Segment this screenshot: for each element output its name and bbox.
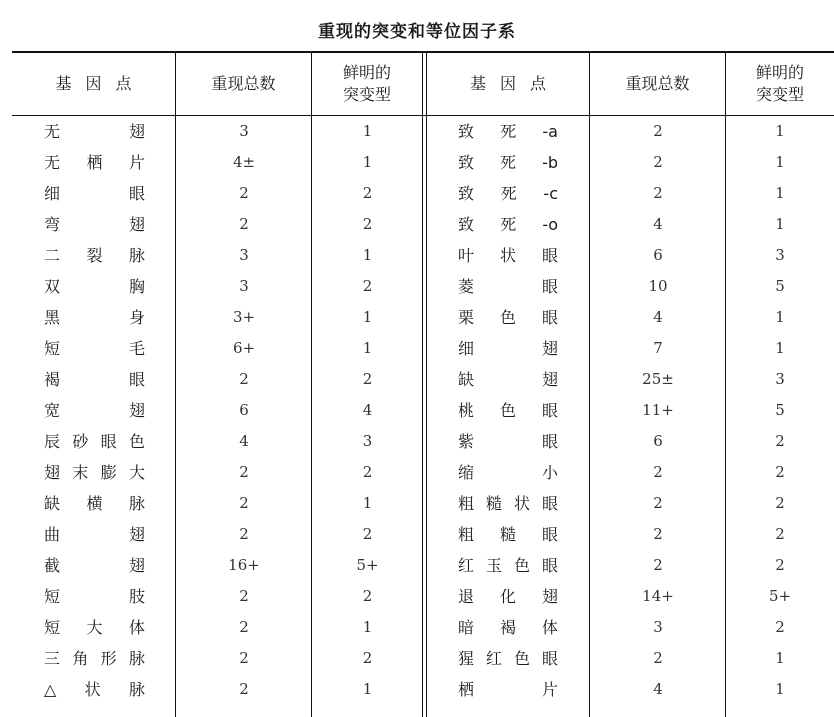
distinct-mutants: 1 — [775, 122, 785, 140]
locus-name: 菱眼 — [458, 277, 558, 296]
distinct-mutants: 2 — [362, 649, 373, 667]
table-title: 重现的突变和等位因子系 — [318, 22, 516, 42]
table-row — [0, 116, 834, 147]
recurrence-total: 2 — [239, 680, 249, 698]
distinct-mutants: 2 — [362, 370, 373, 388]
locus-name: 致死-o — [458, 215, 558, 234]
table-row — [0, 488, 834, 519]
locus-name: 双胸 — [44, 277, 145, 296]
recurrence-total: 16+ — [228, 556, 260, 574]
table-row — [0, 550, 834, 581]
recurrence-total: 10 — [648, 277, 668, 295]
recurrence-total: 4± — [232, 153, 256, 171]
locus-name: 辰砂眼色 — [44, 432, 145, 451]
distinct-mutants: 1 — [362, 246, 373, 264]
table-row — [0, 271, 834, 302]
recurrence-total: 3 — [239, 277, 249, 295]
recurrence-total: 2 — [239, 463, 249, 481]
distinct-mutants: 2 — [362, 463, 373, 481]
distinct-mutants: 1 — [775, 153, 785, 171]
recurrence-total: 2 — [653, 122, 663, 140]
recurrence-total: 6 — [653, 246, 663, 264]
recurrence-total: 2 — [653, 649, 663, 667]
locus-name: 缩小 — [458, 463, 558, 482]
locus-name: 黑身 — [44, 308, 145, 327]
locus-name: 无翅 — [44, 122, 145, 141]
recurrence-total: 7 — [653, 339, 663, 357]
table-row — [0, 395, 834, 426]
recurrence-total: 3 — [239, 246, 249, 264]
locus-name: 桃色眼 — [458, 401, 558, 420]
distinct-mutants: 1 — [775, 339, 785, 357]
locus-name: 短肢 — [44, 587, 145, 606]
distinct-mutants: 1 — [775, 680, 785, 698]
distinct-mutants: 1 — [362, 308, 373, 326]
distinct-mutants: 2 — [775, 463, 785, 481]
distinct-mutants: 2 — [362, 184, 373, 202]
recurrence-total: 14+ — [642, 587, 674, 605]
locus-name: 栖片 — [458, 680, 558, 699]
recurrence-total: 2 — [239, 215, 249, 233]
distinct-mutants: 3 — [775, 370, 785, 388]
recurrence-total: 4 — [653, 308, 663, 326]
distinct-mutants: 1 — [775, 184, 785, 202]
table-row — [0, 426, 834, 457]
recurrence-total: 2 — [239, 494, 249, 512]
recurrence-total: 2 — [239, 184, 249, 202]
distinct-mutants: 2 — [775, 494, 785, 512]
locus-name: 细眼 — [44, 184, 145, 203]
recurrence-total: 4 — [239, 432, 249, 450]
distinct-mutants: 2 — [362, 215, 373, 233]
recurrence-total: 2 — [239, 525, 249, 543]
locus-name: 叶状眼 — [458, 246, 558, 265]
recurrence-total: 11+ — [642, 401, 674, 419]
header-locus-right: 基因点 — [469, 74, 560, 93]
recurrence-total: 2 — [653, 556, 663, 574]
distinct-mutants: 2 — [775, 432, 785, 450]
locus-name: 红玉色眼 — [458, 556, 558, 575]
table-row — [0, 178, 834, 209]
distinct-mutants: 3 — [362, 432, 373, 450]
table-row — [0, 240, 834, 271]
recurrence-total: 2 — [653, 184, 663, 202]
recurrence-total: 2 — [653, 494, 663, 512]
distinct-mutants: 2 — [775, 525, 785, 543]
header-distinct-right — [726, 53, 834, 115]
recurrence-total: 2 — [653, 463, 663, 481]
table-row — [0, 333, 834, 364]
header-total-right: 重现总数 — [625, 74, 690, 93]
distinct-mutants: 2 — [775, 556, 785, 574]
header-total-left: 重现总数 — [211, 74, 276, 93]
distinct-mutants: 1 — [362, 153, 373, 171]
table-row — [0, 674, 834, 705]
header-distinct-line1: 鲜明的 — [755, 63, 804, 82]
table-row — [0, 643, 834, 674]
recurrence-total: 3 — [239, 122, 249, 140]
header-distinct-line2: 突变型 — [342, 85, 391, 104]
recurrence-total: 25± — [642, 370, 674, 388]
locus-name: 细翅 — [458, 339, 558, 358]
recurrence-total: 2 — [239, 587, 249, 605]
distinct-mutants: 2 — [362, 277, 373, 295]
recurrence-total: 2 — [653, 525, 663, 543]
table-row — [0, 519, 834, 550]
header-distinct-line1: 鲜明的 — [342, 63, 391, 82]
locus-name: 退化翅 — [458, 587, 558, 606]
locus-name: 短大体 — [44, 618, 145, 637]
locus-name: 栗色眼 — [458, 308, 558, 327]
recurrence-total: 2 — [239, 618, 249, 636]
table-row — [0, 612, 834, 643]
locus-name: 截翅 — [44, 556, 145, 575]
table-row — [0, 147, 834, 178]
locus-name: 紫眼 — [458, 432, 558, 451]
locus-name: 曲翅 — [44, 525, 145, 544]
recurrence-total: 4 — [653, 215, 663, 233]
locus-name: 无栖片 — [44, 153, 145, 172]
recurrence-total: 3+ — [232, 308, 256, 326]
locus-name: 粗糙眼 — [458, 525, 558, 544]
distinct-mutants: 4 — [362, 401, 373, 419]
locus-name: 缺翅 — [458, 370, 558, 389]
recurrence-total: 2 — [239, 370, 249, 388]
distinct-mutants: 1 — [362, 618, 373, 636]
distinct-mutants: 1 — [775, 649, 785, 667]
distinct-mutants: 2 — [775, 618, 785, 636]
locus-name: △状脉 — [44, 680, 145, 699]
recurrence-total: 2 — [653, 153, 663, 171]
header-locus-left: 基因点 — [55, 74, 146, 93]
locus-name: 弯翅 — [44, 215, 145, 234]
locus-name: 翅末膨大 — [44, 463, 145, 482]
distinct-mutants: 2 — [362, 587, 373, 605]
distinct-mutants: 1 — [362, 339, 373, 357]
distinct-mutants: 1 — [362, 494, 373, 512]
locus-name: 暗褐体 — [458, 618, 558, 637]
distinct-mutants: 5+ — [768, 587, 792, 605]
locus-name: 短毛 — [44, 339, 145, 358]
table-body — [0, 116, 834, 705]
locus-name: 褐眼 — [44, 370, 145, 389]
locus-name: 致死-a — [458, 122, 558, 141]
locus-name: 二裂脉 — [44, 246, 145, 265]
locus-name: 宽翅 — [44, 401, 145, 420]
distinct-mutants: 5 — [775, 401, 785, 419]
recurrence-total: 3 — [653, 618, 663, 636]
recurrence-total: 6 — [653, 432, 663, 450]
header-distinct-left — [312, 53, 422, 115]
distinct-mutants: 1 — [775, 308, 785, 326]
distinct-mutants: 3 — [775, 246, 785, 264]
table-row — [0, 581, 834, 612]
recurrence-total: 4 — [653, 680, 663, 698]
locus-name: 致死-c — [458, 184, 558, 203]
locus-name: 三角形脉 — [44, 649, 145, 668]
distinct-mutants: 1 — [362, 122, 373, 140]
header-distinct-line2: 突变型 — [755, 85, 804, 104]
locus-name: 缺横脉 — [44, 494, 145, 513]
distinct-mutants: 1 — [362, 680, 373, 698]
table-row — [0, 209, 834, 240]
table-row — [0, 364, 834, 395]
distinct-mutants: 1 — [775, 215, 785, 233]
table-row — [0, 302, 834, 333]
recurrence-total: 6+ — [232, 339, 256, 357]
distinct-mutants: 2 — [362, 525, 373, 543]
recurrence-total: 6 — [239, 401, 249, 419]
recurrence-total: 2 — [239, 649, 249, 667]
locus-name: 猩红色眼 — [458, 649, 558, 668]
distinct-mutants: 5 — [775, 277, 785, 295]
distinct-mutants: 5+ — [356, 556, 379, 574]
locus-name: 粗糙状眼 — [458, 494, 558, 513]
locus-name: 致死-b — [458, 153, 558, 172]
table-row — [0, 457, 834, 488]
